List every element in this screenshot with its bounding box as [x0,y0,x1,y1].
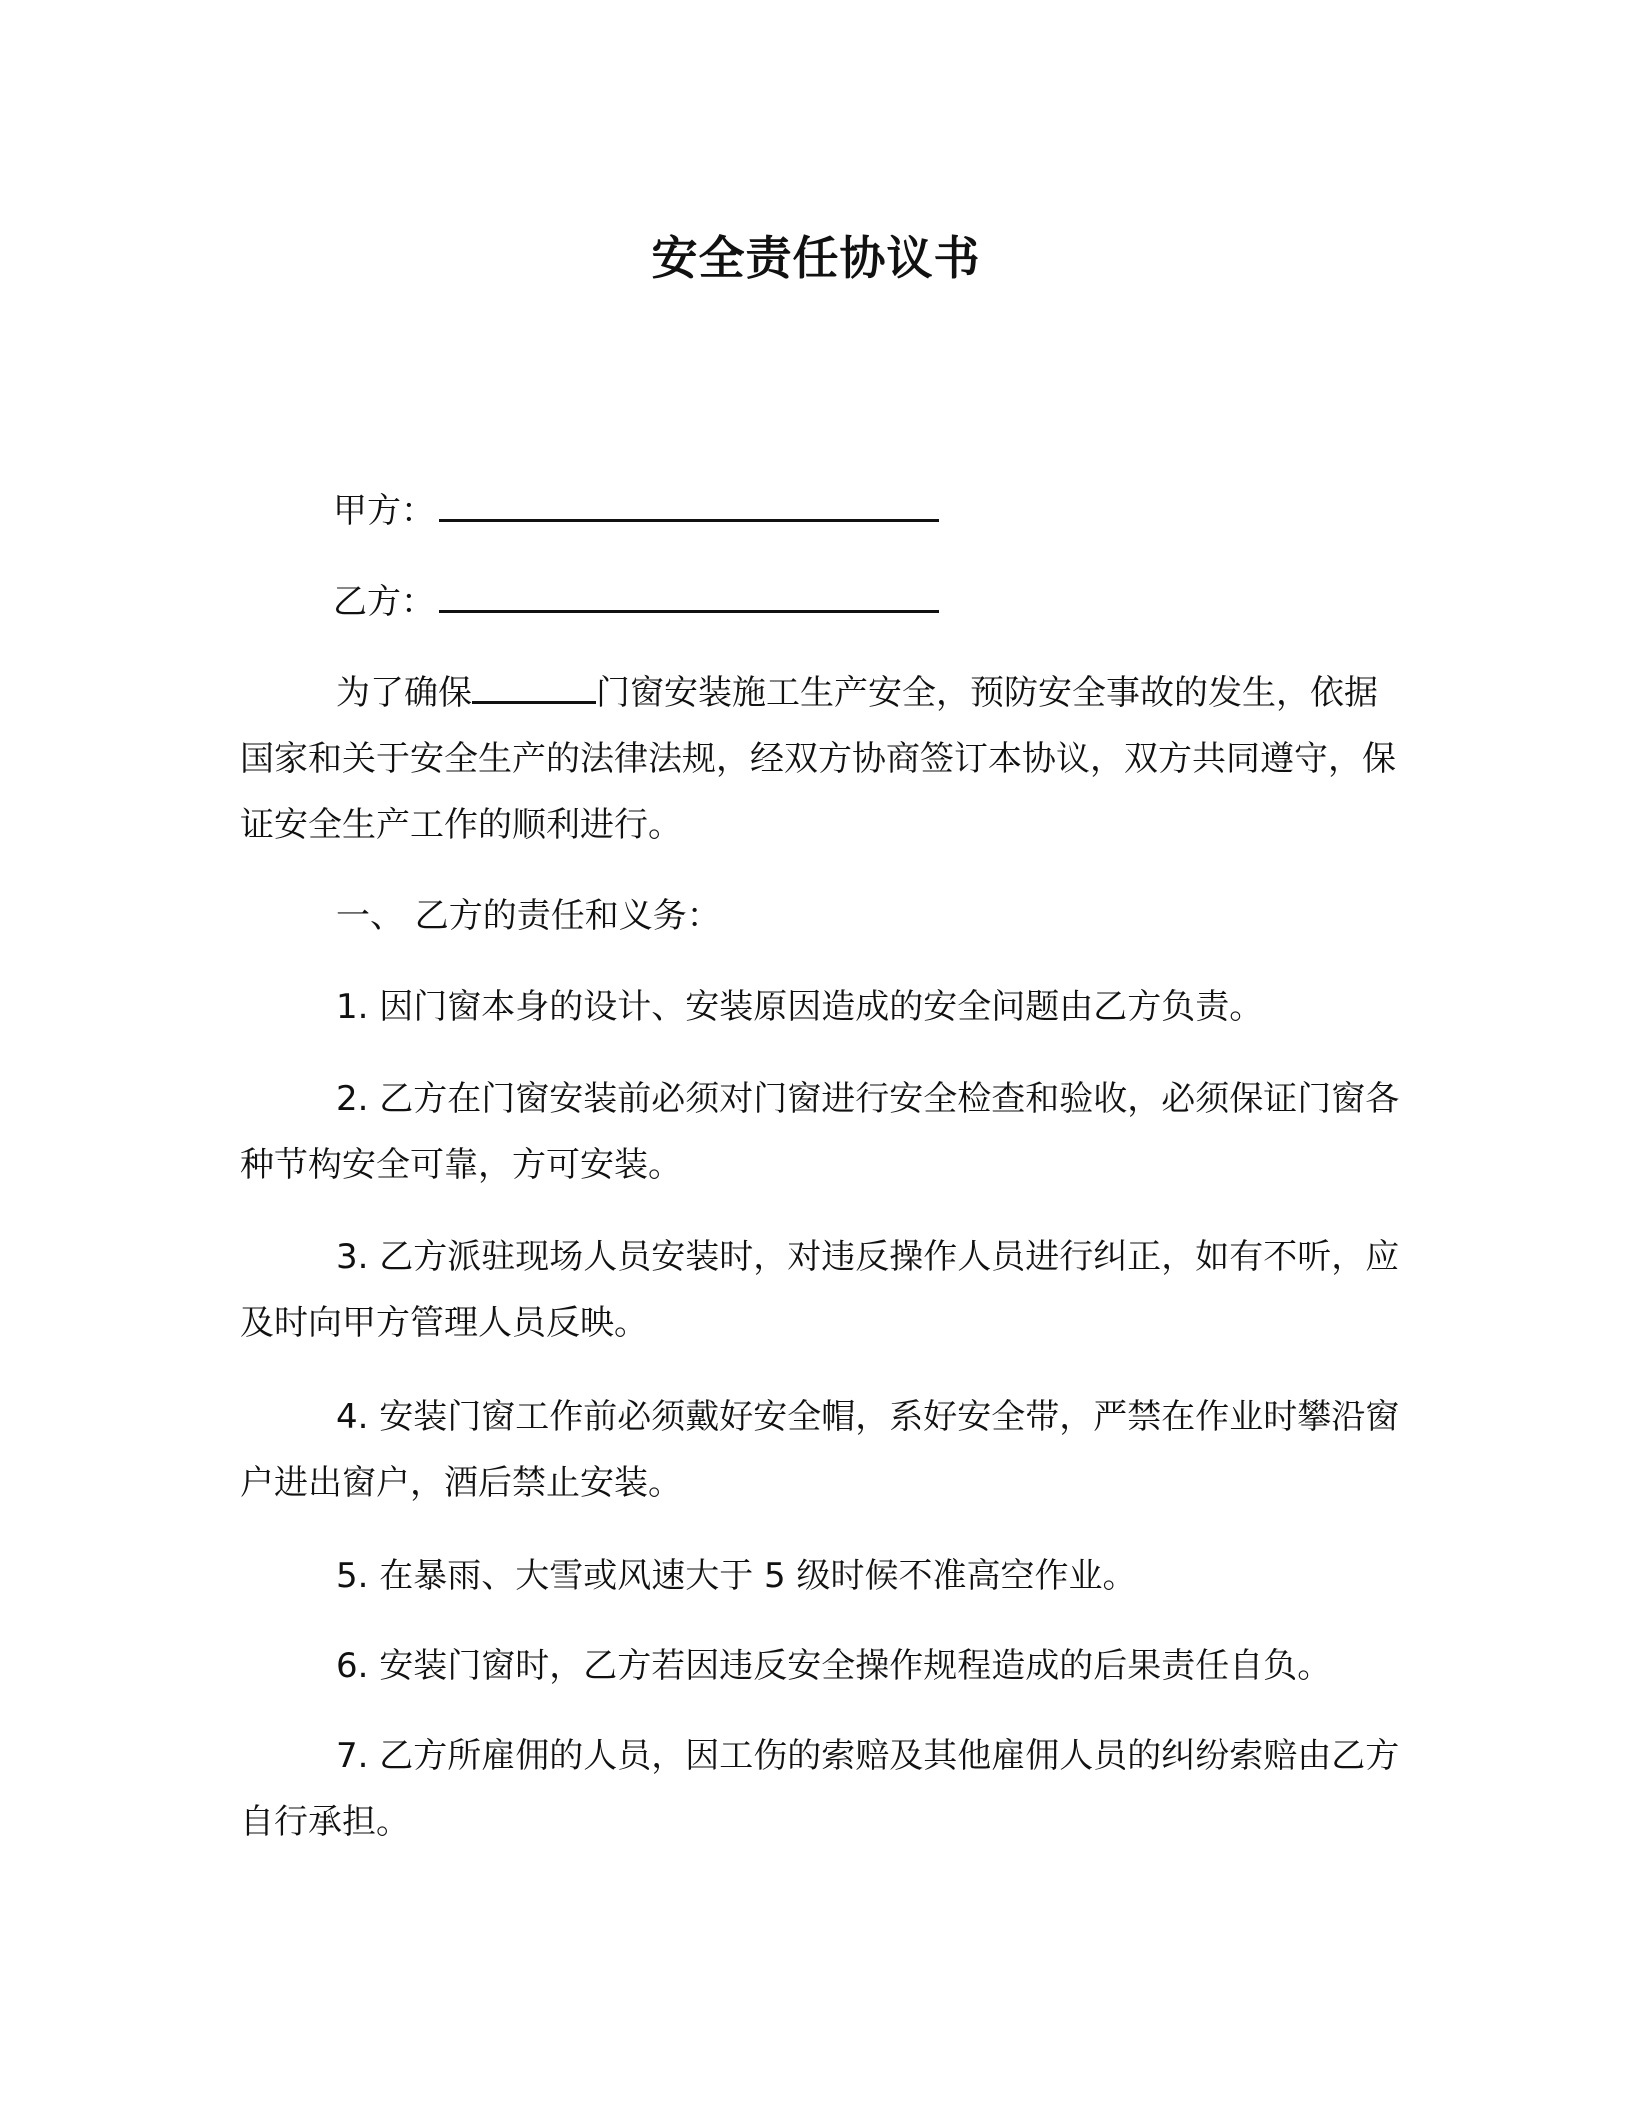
party-a-line [333,487,939,531]
party-b-line [333,578,939,622]
clause-1: 1. 因门窗本身的设计、安装原因造成的安全问题由乙方负责。 [336,987,1264,1027]
intro-after-blank: 门窗安装施工生产安全，预防安全事故的发生，依据国家和关于安全生产的法律法规，经双方协商签订本协议，双方共同遵守，保证安全生产工作的顺利进行。 [240,673,1396,845]
clause-3: 3. 乙方派驻现场人员安装时，对违反操作人员进行纠正，如有不听，应及时向甲方管理人员反映。 [240,1237,1400,1343]
party-b-blank [439,578,939,613]
clause-6: 6. 安装门窗时，乙方若因违反安全操作规程造成的后果责任自负。 [336,1646,1332,1686]
clause-7: 7. 乙方所雇佣的人员，因工伤的索赔及其他雇佣人员的纠纷索赔由乙方自行承担。 [240,1736,1400,1842]
document-title: 安全责任协议书 [651,231,981,285]
clause-2: 2. 乙方在门窗安装前必须对门窗进行安全检查和验收，必须保证门窗各种节构安全可靠，方可安装。 [240,1079,1400,1185]
party-a-label: 甲方： [333,491,435,531]
section-one-heading: 一、 乙方的责任和义务： [336,896,721,936]
clause-4: 4. 安装门窗工作前必须戴好安全帽，系好安全带，严禁在作业时攀沿窗户进出窗户，酒后禁止安装。 [240,1397,1400,1503]
clause-5: 5. 在暴雨、大雪或风速大于 5 级时候不准高空作业。 [336,1556,1137,1596]
intro-paragraph [240,660,1410,858]
intro-before-blank: 为了确保 [336,673,472,713]
party-b-label: 乙方： [333,582,435,622]
project-blank [472,671,596,704]
party-a-blank [439,487,939,522]
